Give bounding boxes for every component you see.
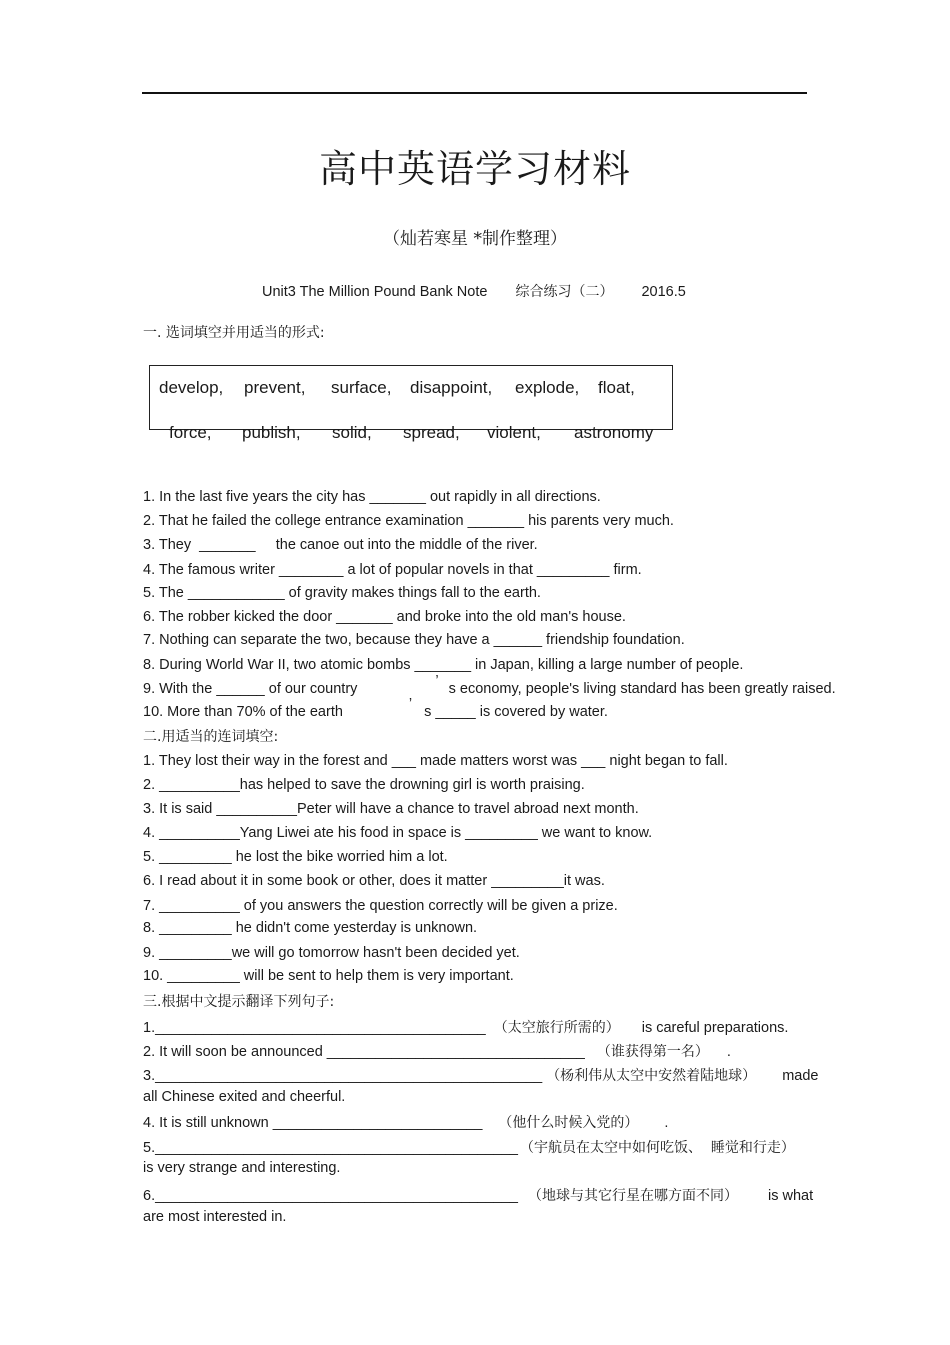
translation-blank: 1._________________________________________ <box>143 1020 486 1036</box>
question-item: 4. The famous writer ________ a lot of popular novels in that _________ firm. <box>143 562 642 578</box>
translation-item <box>143 1041 731 1061</box>
word: develop, <box>159 378 224 397</box>
question-item-part: 9. With the ______ of our country <box>143 681 358 697</box>
translation-blank: 5._____________________________________________ <box>143 1140 518 1156</box>
top-rule <box>142 92 807 94</box>
question-item: 6. I read about it in some book or other, does it matter _________it was. <box>143 873 605 889</box>
translation-tail: made <box>782 1068 819 1084</box>
question-item: 2. That he failed the college entrance examination _______ his parents very much. <box>143 513 674 529</box>
question-item: 5. The ____________ of gravity makes things fall to the earth. <box>143 585 541 601</box>
question-item <box>143 696 608 720</box>
translation-item <box>143 1185 813 1205</box>
question-item: 8. During World War II, two atomic bombs _______ in Japan, killing a large number of people. <box>143 657 744 673</box>
word: astronomy <box>574 423 654 442</box>
question-item: 3. It is said __________Peter will have a chance to travel abroad next month. <box>143 801 639 817</box>
question-item: 4. __________Yang Liwei ate his food in space is _________ we want to know. <box>143 825 653 841</box>
translation-blank: 6._____________________________________________ <box>143 1188 518 1204</box>
translation-continuation: is very strange and interesting. <box>143 1160 341 1176</box>
word: force, <box>169 423 212 442</box>
translation-tail: is what <box>767 1188 814 1204</box>
section1-heading: 一. 选词填空并用适当的形式: <box>143 325 325 341</box>
page-title: 高中英语学习材料 <box>318 147 631 191</box>
question-item: 1. They lost their way in the forest and ___ made matters worst was ___ night began to fall. <box>143 753 728 769</box>
apostrophe: ’ <box>435 673 439 689</box>
word: prevent, <box>244 378 306 397</box>
translation-blank: 3.________________________________________________ <box>143 1068 543 1084</box>
translation-item <box>143 1112 668 1132</box>
question-item: 7. __________ of you answers the question correctly will be given a prize. <box>143 898 618 914</box>
question-item: 3. They _______ the canoe out into the middle of the river. <box>143 537 538 553</box>
word: float, <box>598 378 635 397</box>
translation-blank: 2. It will soon be announced ________________________________ <box>143 1044 585 1060</box>
translation-tail: is careful preparations. <box>641 1020 789 1036</box>
word: solid, <box>332 423 372 442</box>
question-item: 6. The robber kicked the door _______ and broke into the old man's house. <box>143 609 626 625</box>
translation-item <box>143 1137 795 1157</box>
question-item: 9. _________we will go tomorrow hasn't been decided yet. <box>143 945 520 961</box>
translation-tail: . <box>664 1115 669 1131</box>
question-item: 2. __________has helped to save the drowning girl is worth praising. <box>143 777 585 793</box>
translation-continuation: are most interested in. <box>143 1209 287 1225</box>
question-item: 1. In the last five years the city has _______ out rapidly in all directions. <box>143 489 601 505</box>
word: spread, <box>403 423 460 442</box>
question-item <box>143 673 836 697</box>
section3-heading: 三.根据中文提示翻译下列句子: <box>143 994 335 1010</box>
question-item: 10. _________ will be sent to help them is very important. <box>143 968 514 984</box>
question-item-part: 10. More than 70% of the earth <box>143 704 343 720</box>
question-item: 8. _________ he didn't come yesterday is unknown. <box>143 920 478 936</box>
translation-blank: 4. It is still unknown __________________________ <box>143 1115 483 1131</box>
question-item: 5. _________ he lost the bike worried him a lot. <box>143 849 448 865</box>
translation-tail: . <box>726 1044 731 1060</box>
translation-item <box>143 1017 788 1037</box>
translation-hint: （太空旅行所需的） <box>493 1020 620 1036</box>
translation-hint: （地球与其它行星在哪方面不同） <box>527 1188 738 1204</box>
apostrophe: ’ <box>408 696 413 712</box>
translation-hint: （杨利伟从太空中安然着陆地球） <box>546 1068 757 1084</box>
word: disappoint, <box>410 378 493 397</box>
unit-title: Unit3 The Million Pound Bank Note <box>262 284 488 300</box>
translation-hint: （谁获得第一名） <box>596 1044 709 1060</box>
unit-date: 2016.5 <box>641 284 686 300</box>
unit-exercise: 综合练习（二） <box>515 284 614 300</box>
translation-hint: （他什么时候入党的） <box>498 1115 639 1131</box>
translation-continuation: all Chinese exited and cheerful. <box>143 1089 346 1105</box>
word: publish, <box>242 423 301 442</box>
word: explode, <box>515 378 580 397</box>
word: surface, <box>331 378 392 397</box>
section2-heading: 二.用适当的连词填空: <box>143 729 279 745</box>
unit-line <box>262 281 710 301</box>
question-item-part: s _____ is covered by water. <box>424 704 608 720</box>
translation-hint: （宇航员在太空中如何吃饭、 睡觉和行走） <box>519 1140 795 1156</box>
word: violent, <box>487 423 541 442</box>
question-item-part: s economy, people's living standard has been greatly raised. <box>448 681 836 697</box>
translation-item <box>143 1065 818 1085</box>
question-item: 7. Nothing can separate the two, because they have a ______ friendship foundation. <box>143 632 685 648</box>
page-subtitle: （灿若寒星 *制作整理） <box>383 229 567 249</box>
